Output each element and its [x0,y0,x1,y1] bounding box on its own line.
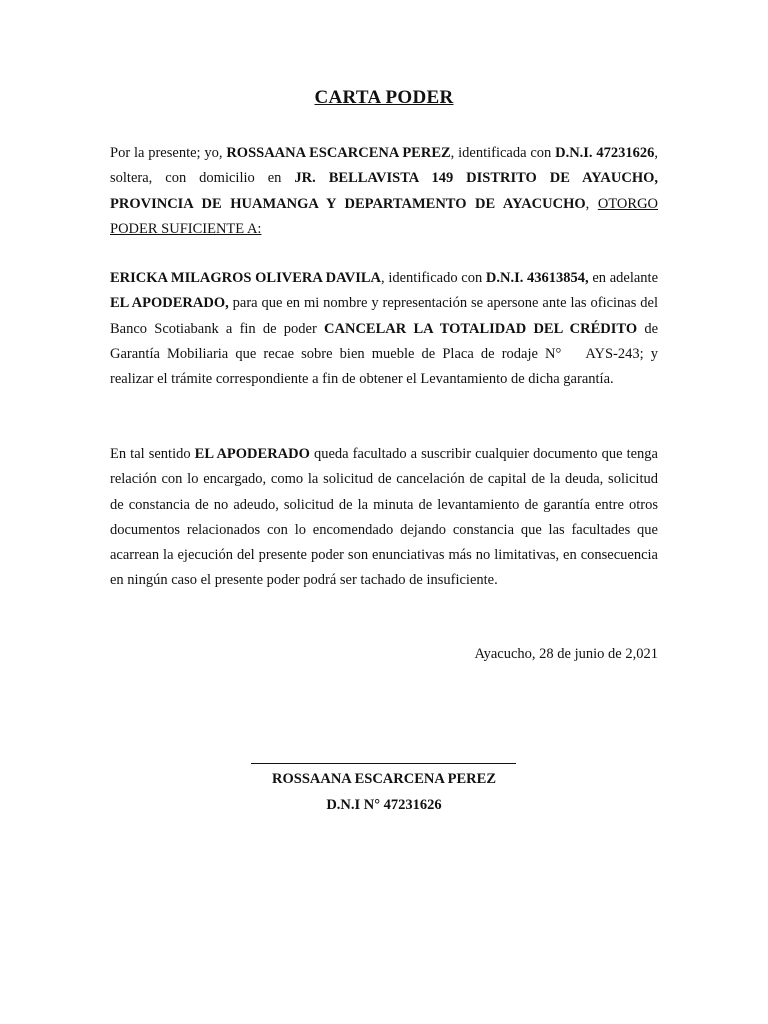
p2-text-3: para que en mi nombre y representación se apersone ante las oficinas del Banco Scotiabank a fin de poder [110,295,659,337]
p1-text-4: , [585,195,598,212]
agent-label: EL APODERADO, [110,295,229,312]
grantor-dni: D.N.I. 47231626 [555,145,655,161]
grantor-address: JR. BELLAVISTA 149 DISTRITO DE AYAUCHO, PROVINCIA DE HUAMANGA Y DEPARTAMENTO DE AYACUCHO [110,170,659,212]
agent-name: ERICKA MILAGROS OLIVERA DAVILA [110,270,382,286]
plate-text: AYS-243; y realizar el trámite correspondiente a fin de obtener el Levantamiento de dicha garantía. [110,345,658,388]
grantor-name: ROSSAANA ESCARCENA PEREZ [226,145,451,161]
p3-text-2: queda facultado a suscribir cualquier documento que tenga relación con lo encargado, como la solicitud de cancelación de capital de la deuda, solicitud de constancia de no adeudo, solicitud de la minuta de levantamiento de garantía entre otros documentos relacionados con lo encomendado dejando constancia que las facultades que acarrean la ejecución del presente poder son enunciativas más no limitativas, en consecuencia en ningún caso el presente poder podrá ser tachado de insuficiente. [110,446,658,589]
action-text: CANCELAR LA TOTALIDAD DEL CRÉDITO [324,320,638,337]
p3-text-1: En tal sentido [110,446,195,462]
paragraph-grantor [110,141,658,242]
agent-dni: D.N.I. 43613854, [485,270,589,286]
signature-dni: D.N.I N° 47231626 [326,797,442,813]
signature-line [251,763,516,764]
p1-text-2: , identificada con [450,145,556,161]
paragraph-agent [110,266,658,392]
agent-label-2: EL APODERADO [194,446,310,462]
grant-statement: OTORGO PODER SUFICIENTE A: [110,195,659,237]
signature-name: ROSSAANA ESCARCENA PEREZ [272,771,496,787]
date-line: Ayacucho, 28 de junio de 2,021 [474,646,658,662]
p2-text-4: de Garantía Mobiliaria que recae sobre bien mueble de Placa de rodaje N° [110,320,658,362]
p2-text-1: , identificado con [381,270,486,286]
document-title: CARTA PODER [314,87,454,108]
p2-text-2: en adelante [588,270,658,286]
p1-text-1: Por la presente; yo, [110,145,227,161]
paragraph-powers [110,442,658,594]
p1-text-3: , soltera, con domicilio en [110,145,658,187]
